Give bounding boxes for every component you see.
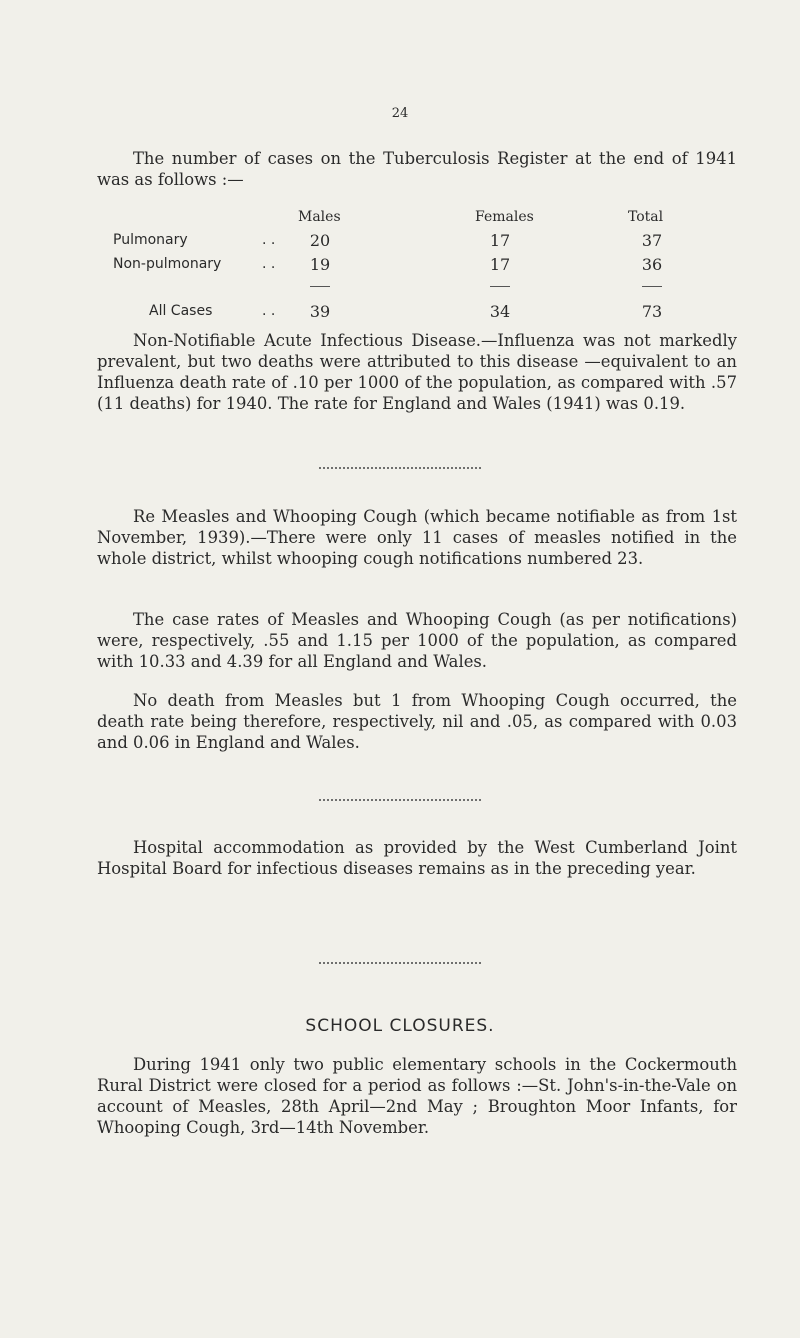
col-header-females: Females — [475, 209, 534, 225]
dotted-separator — [318, 962, 482, 964]
row-leader: . . — [262, 256, 276, 272]
row-label-non-pulmonary: Non-pulmonary — [113, 256, 222, 272]
row-leader: . . — [262, 303, 276, 319]
section-heading: SCHOOL CLOSURES. — [305, 1016, 495, 1036]
sum-rule — [490, 286, 510, 287]
school-closures-paragraph: During 1941 only two public elementary schools in the Cockermouth Rural District were closed for a period as follows :—St. John's-in-the-Vale on account of Measles, 28th April—2nd May ; Broughton Moor Infants, for Whooping Cough, 3rd—14th November. — [97, 1055, 737, 1137]
cell-males: 39 — [309, 302, 331, 321]
cell-males: 20 — [309, 231, 331, 250]
row-label-pulmonary: Pulmonary — [113, 232, 188, 248]
row-label-all-cases: All Cases — [149, 303, 213, 319]
measles-paragraph: Re Measles and Whooping Cough (which became notifiable as from 1st November, 1939).—There were only 11 cases of measles notified in the whole district, whilst whooping cough notifications numbered 23. — [97, 507, 737, 568]
row-leader: . . — [262, 232, 276, 248]
cell-males: 19 — [309, 255, 331, 274]
case-rates-paragraph: The case rates of Measles and Whooping Cough (as per notifications) were, respectively, .55 and 1.15 per 1000 of the population, as compared with 10.33 and 4.39 for all England and Wales. — [97, 610, 737, 671]
cell-females: 17 — [489, 231, 511, 250]
page-number: 24 — [391, 106, 409, 121]
cell-total: 73 — [641, 302, 663, 321]
cell-females: 17 — [489, 255, 511, 274]
col-header-males: Males — [298, 209, 341, 225]
cell-total: 36 — [641, 255, 663, 274]
sum-rule — [642, 286, 662, 287]
dotted-separator — [318, 467, 482, 469]
influenza-paragraph: Non-Notifiable Acute Infectious Disease.—Influenza was not markedly prevalent, but two deaths were attributed to this disease —equivalent to an Influenza death rate of .10 per 1000 of the population, as compared with .57 (11 deaths) for 1940. The rate for England and Wales (1941) was 0.19. — [97, 331, 737, 413]
cell-females: 34 — [489, 302, 511, 321]
hospital-paragraph: Hospital accommodation as provided by the West Cumberland Joint Hospital Board for infectious diseases remains as in the preceding year. — [97, 838, 737, 878]
cell-total: 37 — [641, 231, 663, 250]
death-rates-paragraph: No death from Measles but 1 from Whooping Cough occurred, the death rate being therefore, respectively, nil and .05, as compared with 0.03 and 0.06 in England and Wales. — [97, 691, 737, 752]
tb-intro-paragraph: The number of cases on the Tuberculosis Register at the end of 1941 was as follows :— — [97, 149, 737, 189]
dotted-separator — [318, 799, 482, 801]
col-header-total: Total — [628, 209, 664, 225]
sum-rule — [310, 286, 330, 287]
